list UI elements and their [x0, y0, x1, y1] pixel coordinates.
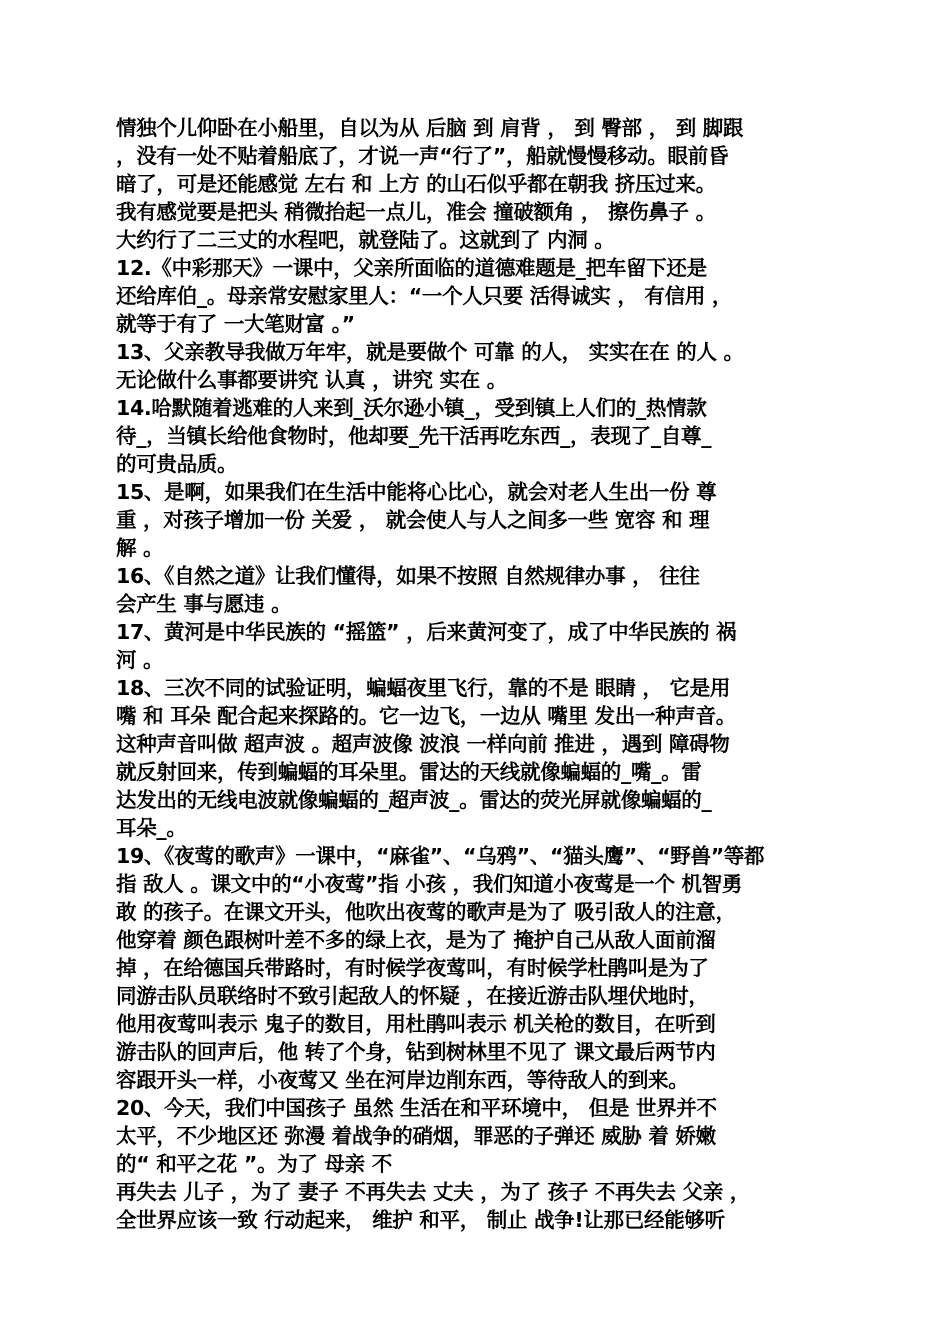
text-line: 大约行了二三丈的水程吧，就登陆了。这就到了 内洞 。 — [116, 228, 615, 252]
text-line: 还给库伯_。母亲常安慰家里人：“一个人只要 活得诚实 ， 有信用 ， — [116, 284, 733, 308]
text-line: 14.哈默随着逃难的人来到_沃尔逊小镇_，受到镇上人们的_热情款 — [116, 396, 707, 420]
text-line: 无论做什么事都要讲究 认真 ，讲究 实在 。 — [116, 368, 507, 392]
text-line: 全世界应该一致 行动起来， 维护 和平， 制止 战争!让那已经能够听 — [116, 1208, 725, 1232]
text-line: 的可贵品质。 — [116, 452, 238, 476]
text-line: 12.《中彩那天》一课中，父亲所面临的道德难题是_把车留下还是 — [116, 256, 707, 280]
text-line: 16、《自然之道》让我们懂得，如果不按照 自然规律办事 ， 往往 — [116, 564, 700, 588]
text-line: 17、黄河是中华民族的 “摇篮” ，后来黄河变了，成了中华民族的 祸 — [116, 620, 737, 644]
text-line: 河 。 — [116, 648, 164, 672]
text-line: 耳朵_。 — [116, 816, 187, 840]
text-line: 敢 的孩子。在课文开头，他吹出夜莺的歌声是为了 吸引敌人的注意， — [116, 900, 736, 924]
text-line: 达发出的无线电波就像蝙蝠的_超声波_。雷达的荧光屏就像蝙蝠的_ — [116, 788, 712, 812]
text-line: 暗了，可是还能感觉 左右 和 上方 的山石似乎都在朝我 挤压过来。 — [116, 172, 716, 196]
text-line: 游击队的回声后，他 转了个身，钻到树林里不见了 课文最后两节内 — [116, 1040, 716, 1064]
text-line: 同游击队员联络时不致引起敌人的怀疑 ，在接近游击队埋伏地时， — [116, 984, 709, 1008]
text-line: 18、三次不同的试验证明，蝙蝠夜里飞行，靠的不是 眼睛 ， 它是用 — [116, 676, 731, 700]
text-line: 的“ 和平之花 ”。为了 母亲 不 — [116, 1152, 392, 1176]
text-line: 嘴 和 耳朵 配合起来探路的。它一边飞，一边从 嘴里 发出一种声音。 — [116, 704, 736, 728]
text-line: 解 。 — [116, 536, 164, 560]
text-line: 指 敌人 。课文中的“小夜莺”指 小孩 ，我们知道小夜莺是一个 机智勇 — [116, 872, 743, 896]
text-line: 19、《夜莺的歌声》一课中，“麻雀”、“乌鸦”、“猫头鹰”、“野兽”等都 — [116, 844, 765, 868]
text-line: 掉 ，在给德国兵带路时，有时候学夜莺叫，有时候学杜鹃叫是为了 — [116, 956, 709, 980]
text-line: 20、今天，我们中国孩子 虽然 生活在和平环境中， 但是 世界并不 — [116, 1096, 717, 1120]
text-line: 容跟开头一样，小夜莺又 坐在河岸边削东西，等待敌人的到来。 — [116, 1068, 689, 1092]
text-line: 15、是啊，如果我们在生活中能将心比心，就会对老人生出一份 尊 — [116, 480, 717, 504]
text-line: ，没有一处不贴着船底了，才说一声“行了”，船就慢慢移动。眼前昏 — [116, 144, 729, 168]
text-line: 13、父亲教导我做万年牢，就是要做个 可靠 的人， 实实在在 的人 。 — [116, 340, 744, 364]
text-line: 他用夜莺叫表示 鬼子的数目，用杜鹃叫表示 机关枪的数目，在听到 — [116, 1012, 716, 1036]
text-line: 会产生 事与愿违 。 — [116, 592, 292, 616]
text-line: 就等于有了 一大笔财富 。” — [116, 312, 355, 336]
text-line: 我有感觉要是把头 稍微抬起一点儿，准会 撞破额角 ， 擦伤鼻子 。 — [116, 200, 716, 224]
text-line: 太平，不少地区还 弥漫 着战争的硝烟，罪恶的子弹还 威胁 着 娇嫩 — [116, 1124, 716, 1148]
text-line: 他穿着 颜色跟树叶差不多的绿上衣，是为了 掩护自己从敌人面前溜 — [116, 928, 716, 952]
text-line: 就反射回来，传到蝙蝠的耳朵里。雷达的天线就像蝙蝠的_嘴_。雷 — [116, 760, 702, 784]
document-body — [116, 114, 842, 1234]
text-line: 情独个儿仰卧在小船里，自以为从 后脑 到 肩背 ， 到 臀部 ， 到 脚跟 — [116, 116, 744, 140]
text-line: 这种声音叫做 超声波 。超声波像 波浪 一样向前 推进 ，遇到 障碍物 — [116, 732, 730, 756]
text-line: 重 ，对孩子增加一份 关爱 ， 就会使人与人之间多一些 宽容 和 理 — [116, 508, 710, 532]
text-line: 再失去 儿子 ，为了 妻子 不再失去 丈夫 ，为了 孩子 不再失去 父亲 ， — [116, 1180, 750, 1204]
text-line: 待_，当镇长给他食物时，他却要_先干活再吃东西_，表现了_自尊_ — [116, 424, 712, 448]
